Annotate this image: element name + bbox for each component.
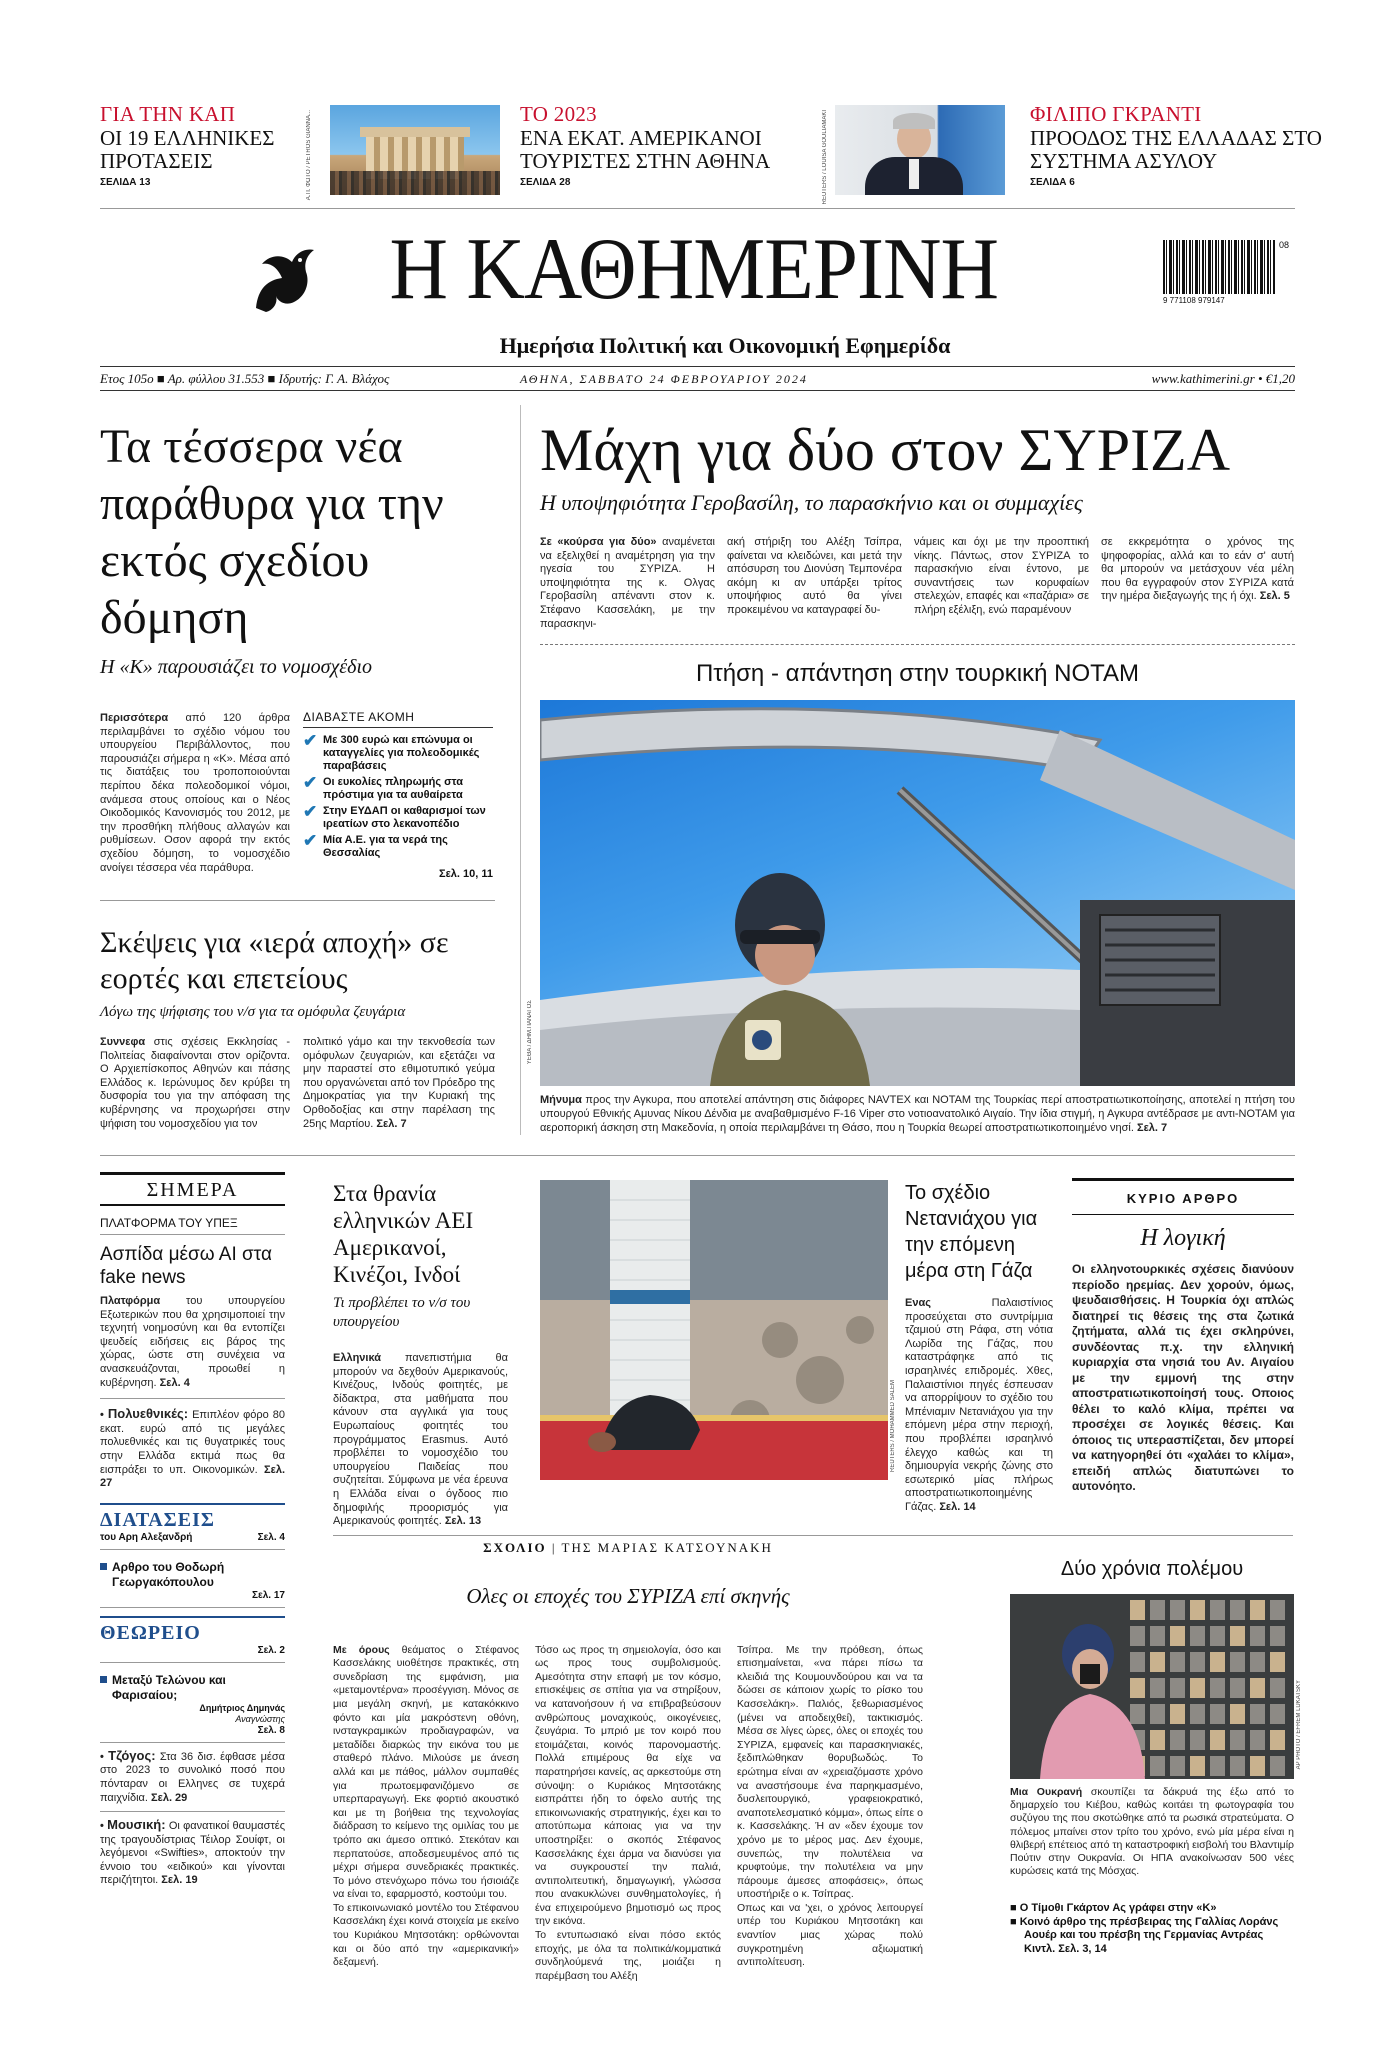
left-story-headline[interactable]: Τα τέσσερα νέα παράθυρα για την εκτός σχεδίου δόμηση bbox=[100, 420, 444, 644]
memorial-portrait bbox=[1210, 1626, 1225, 1646]
memorial-portrait bbox=[1170, 1626, 1185, 1646]
photo-page: Σελ. 7 bbox=[1136, 1122, 1168, 1134]
masthead-info-left: Ετος 105ο ■ Αρ. φύλλου 31.553 ■ Ιδρυτής: Γ. Α. Βλάχος bbox=[100, 371, 390, 386]
memorial-portrait bbox=[1210, 1704, 1225, 1724]
masthead-title: Η ΚΑΘΗΜΕΡΙΝΗ bbox=[389, 221, 999, 318]
diataseis-head[interactable]: ΔΙΑΤΑΣΕΙΣ bbox=[100, 1508, 215, 1531]
today-item-gambling[interactable]: • Τζόγος: Στα 36 δισ. έφθασε μέσα στο 2023 το συνολικό ποσό που πόνταραν οι Ελληνες σε τυχερά παιχνίδια. Σελ. 29 bbox=[100, 1747, 285, 1804]
barcode-number: 9 771108 979147 bbox=[1163, 296, 1225, 305]
article-georgakopoulos[interactable]: Αρθρο του Θοδωρή Γεωργακόπουλου bbox=[100, 1560, 285, 1590]
read-more-box bbox=[303, 710, 493, 880]
memorial-portrait bbox=[1270, 1756, 1285, 1776]
photo-headline[interactable]: Πτήση - απάντηση στην τουρκική NOTAM bbox=[695, 660, 1140, 687]
church-col-2: πολιτικό γάμο και την τεκνοθεσία των ομόφυλων ζευγαριών, και εξετάζει να μην παραστεί στο εθιμοτυπικό γεύμα που οργανώνεται από τον Πρόεδρο της Δημοκρατίας για την Κυριακή της Ορθοδοξίας και στην παρέλαση της 25ης Μαρτίου. Σελ. 7 bbox=[303, 1036, 495, 1130]
memorial-portrait bbox=[1250, 1600, 1265, 1620]
teaser-title: ΕΝΑ ΕΚΑΤ. ΑΜΕΡΙΚΑΝΟΙ ΤΟΥΡΙΣΤΕΣ ΣΤΗΝ ΑΘΗΝΑ bbox=[520, 126, 771, 173]
today-body: Πλατφόρμα του υπουργείου Εξωτερικών που θα χρησιμοποιεί την τεχνητή νοημοσύνη και θα εντοπίζει ψευδείς ειδήσεις εις βάρος της χώρας, ώστε στη συνέχεια να ανασκευάζονται, προωθεί η κυβέρνηση. Σελ. 4 bbox=[100, 1295, 285, 1389]
theoreio-head[interactable]: ΘΕΩΡΕΙΟ bbox=[100, 1621, 201, 1644]
check-icon: ✔ bbox=[303, 802, 318, 821]
section-rule bbox=[100, 1155, 1295, 1156]
memorial-portrait bbox=[1190, 1652, 1205, 1672]
read-more-title: ΔΙΑΒΑΣΤΕ ΑΚΟΜΗ bbox=[303, 710, 493, 728]
article1-page: Σελ. 17 bbox=[100, 1590, 285, 1608]
memorial-portrait bbox=[1230, 1704, 1245, 1724]
war-caption: Μια Ουκρανή σκουπίζει τα δάκρυά της έξω από το δημαρχείο του Κιέβου, καθώς κοιτάει τη φωτογραφία του συζύγου της που σκοτώθηκε από τα ρωσικά στρατεύματα. Ο πόλεμος μπαίνει στον τρίτο του χρόνο, ενώ μία μέρα είναι η θλιβερή επέτειος από τη καταστροφική εισβολή του Βλαντιμίρ Πούτιν στην Ουκρανία. Οι ΗΠΑ ανακοίνωσαν 500 νέες κυρώσεις κατά της Μόσχας. bbox=[1010, 1786, 1295, 1878]
main-col-2: ακή στήριξη του Αλέξη Τσίπρα, φαίνεται να κλειδώνει, και μετά την απόσυρση του Διονύση Τεμπονέρα ακόμη κι αν υπάρξει τρίτος υποψήφιος αυτό θα γίνει προκειμένου να καταγραφεί δυ- bbox=[727, 536, 902, 616]
column-author: ΤΗΣ ΜΑΡΙΑΣ ΚΑΤΣΟΥΝΑΚΗ bbox=[561, 1540, 773, 1555]
square-bullet-icon bbox=[100, 1563, 107, 1570]
memorial-portrait bbox=[1190, 1626, 1205, 1646]
memorial-portrait bbox=[1210, 1678, 1225, 1698]
war-bullets[interactable] bbox=[1010, 1902, 1294, 1956]
memorial-portrait bbox=[1130, 1704, 1145, 1724]
memorial-portrait bbox=[1270, 1730, 1285, 1750]
main-col-4: σε εκκρεμότητα ο χρόνος της ψηφοφορίας, αλλά και το εάν σ' αυτή θα μπορούν να μετάσχουν νέα μέλη που θα εγγραφούν στον ΣΥΡΙΖΑ κατά την ημέρα διεξαγωγής της ή όχι. Σελ. 5 bbox=[1101, 536, 1294, 603]
memorial-portrait bbox=[1190, 1756, 1205, 1776]
article2-role: Αναγνώστης bbox=[235, 1713, 285, 1724]
editorial-head: ΚΥΡΙΟ ΑΡΘΡΟ bbox=[1072, 1191, 1294, 1215]
main-sub: Η υποψηφιότητα Γεροβασίλη, το παρασκήνιο και οι συμμαχίες bbox=[540, 490, 1083, 515]
editorial-box bbox=[1072, 1178, 1294, 1493]
memorial-portrait bbox=[1270, 1704, 1285, 1724]
f16-cockpit-photo bbox=[540, 700, 1295, 1086]
memorial-portrait bbox=[1250, 1730, 1265, 1750]
column-rule bbox=[333, 1535, 1293, 1536]
acropolis-tourists-photo bbox=[330, 105, 500, 195]
memorial-portrait bbox=[1170, 1678, 1185, 1698]
left-story-text: από 120 άρθρα περιλαμβάνει το σχέδιο νόμου του υπουργείου Περιβάλλοντος, που παρουσιάζει σήμερα η «Κ». Μέσα από τις διατάξεις του τροποποιούνται περίπου δέκα πολεοδομικοί νόμοι, ανάμεσα στους οποίους και ο Νέος Οικοδομικός Κανονισμός του 2012, με την προσθήκη πλήθους αλλαγών και ρυθμίσεων. Οσον αφορά την εκτός σχεδίου δόμηση, το νομοσχέδιο ανοίγει τέσσερα νέα παράθυρα. bbox=[100, 712, 290, 874]
main-page: Σελ. 5 bbox=[1259, 590, 1290, 603]
barcode-issue: 08 bbox=[1279, 240, 1290, 250]
war-photo-credit: AP PHOTO / EFREM LUKATSKY bbox=[1296, 1680, 1302, 1770]
memorial-portrait bbox=[1210, 1600, 1225, 1620]
teaser-title: ΠΡΟΟΔΟΣ ΤΗΣ ΕΛΛΑΔΑΣ ΣΤΟ ΣΥΣΤΗΜΑ ΑΣΥΛΟΥ bbox=[1030, 126, 1322, 173]
memorial-portrait bbox=[1170, 1730, 1185, 1750]
memorial-portrait bbox=[1150, 1600, 1165, 1620]
barcode bbox=[1163, 240, 1293, 310]
article2-page: Σελ. 8 bbox=[257, 1724, 285, 1736]
today-item-multinationals[interactable]: • Πολυεθνικές: Επιπλέον φόρο 80 εκατ. ευρώ από τις μεγάλες πολυεθνικές και τις θυγατρικές τους στην Ελλάδα εκτιμά πως θα εισπράξει το υπ. Οικονομικών. Σελ. 27 bbox=[100, 1406, 285, 1490]
memorial-portrait bbox=[1170, 1652, 1185, 1672]
photo-credit: ΥΕΘΑ / ΔΗΜ.ΠΑΝΑΓΟΣ bbox=[527, 1000, 533, 1065]
memorial-portrait bbox=[1130, 1626, 1145, 1646]
war-bullet-1[interactable]: ■ Ο Τίμοθι Γκάρτον Ας γράφει στην «Κ» bbox=[1010, 1902, 1217, 1914]
memorial-portrait bbox=[1210, 1756, 1225, 1776]
column-headline[interactable]: Ολες οι εποχές του ΣΥΡΙΖΑ επί σκηνής bbox=[466, 1584, 790, 1608]
memorial-portrait bbox=[1150, 1730, 1165, 1750]
main-col-1: Σε «κούρσα για δύο» αναμένεται να εξελιχθεί η αναμέτρηση για την ηγεσία του ΣΥΡΙΖΑ. Η υποψηφιότητα της κ. Ολγας Γεροβασίλη απέναντι στον κ. Στέφανο Κασσελάκη, με την παρασκηνι- bbox=[540, 536, 715, 630]
teaser-asylum[interactable] bbox=[1030, 102, 1330, 188]
memorial-portrait bbox=[1150, 1756, 1165, 1776]
memorial-portrait bbox=[1190, 1678, 1205, 1698]
column-divider bbox=[520, 405, 521, 1135]
today-kicker: ΠΛΑΤΦΟΡΜΑ ΤΟΥ ΥΠΕΞ bbox=[100, 1216, 285, 1235]
masthead-rule-bottom bbox=[100, 390, 1295, 391]
left-story-lead: Περισσότερα bbox=[100, 712, 169, 724]
teaser-photo-credit: REUTERS / LOUISA GOULIAMAKI bbox=[822, 110, 828, 205]
memorial-portrait bbox=[1250, 1678, 1265, 1698]
check-icon: ✔ bbox=[303, 731, 318, 750]
editorial-body: Οι ελληνοτουρκικές σχέσεις διανύουν περίοδο ηρεμίας. Δεν χορούν, όμως, ψευδαισθήσεις. Η Τουρκία όχι απλώς διατηρεί τις θέσεις της στα ζωτικά ζητήματα, αλλά τις έχει σκληρύνει, συνδέοντας π.χ. την ελληνική κυριαρχία στα νησιά του Αν. Αιγαίου με την εμμονή της στην αποστρατιωτικοποίησή τους. Οποιος θέλει το καλό κλίμα, πρέπει να προσέχει σε λογικές θέσεις. Και όποιος τις υπερασπίζεται, δεν μπορεί να κατηγορηθεί ότι «χαλάει το κλίμα», επειδή απλώς διατυπώνει το αυτονόητο. bbox=[1072, 1262, 1294, 1493]
memorial-portrait bbox=[1230, 1626, 1245, 1646]
column-col-2: Τόσο ως προς τη σημειολογία, όσο και ως προς τους συμβολισμούς. Αμεσότητα στην επαφή με τον κόσμο, επισκέψεις σε σπίτια για να στηρίξουν, να κατανοήσουν ή να επιβραβεύσουν ανθρώπους μοναχικούς, οικογένειες, ζευγάρια. Το μπριό με τον κοιρό που ετοιμάζεται, κοινός παρονομαστής. Πολλά επιμέρους θα είχε να παρατηρήσει κανείς, ας αρκεστούμε στη σύνοψη: ο Κυριάκος Μητσοτάκης εισπράττει ήδη το όφελο αυτής της επικοινωνιακής στρατηγικής, έχει και το αποτύπωμα κάποιας για να την υποστηρίξει: ο σκοπός Στέφανος Κασσελάκης έχει άρμα να διανύσει για να συγκρουστεί την παλιά, αντιπολιτευτική, δημαγωγική, γλώσσα που ανακυκλώνει συνθηματολογίες, ή ένα επιχειρούμενο βημοτισμό ως προς την εικόνα. Το εντυπωσιακό είναι πόσο εκτός εποχής, με όλα τα πολιτικά/κομματικά συνδηλούμενά της, μοιάζει η παρέμβαση του Αλέξη bbox=[535, 1643, 721, 1982]
teaser-page: ΣΕΛΙΔΑ 28 bbox=[520, 177, 571, 188]
today-title[interactable]: Ασπίδα μέσω ΑΙ στα fake news bbox=[100, 1244, 272, 1288]
memorial-portrait bbox=[1190, 1704, 1205, 1724]
editorial-title[interactable]: Η λογική bbox=[1140, 1225, 1226, 1251]
memorial-portrait bbox=[1130, 1678, 1145, 1698]
war-headline[interactable]: Δύο χρόνια πολέμου bbox=[1060, 1558, 1244, 1580]
memorial-portrait bbox=[1250, 1704, 1265, 1724]
church-lead: Συννεφα bbox=[100, 1036, 146, 1048]
memorial-portrait bbox=[1190, 1600, 1205, 1620]
read-more-item[interactable]: ✔ Με 300 ευρώ και επώνυμα οι καταγγελίες για πολεοδομικές παραβάσεις bbox=[303, 731, 480, 772]
check-icon: ✔ bbox=[303, 773, 318, 792]
memorial-portrait bbox=[1230, 1652, 1245, 1672]
teaser-kicker: ΓΙΑ ΤΗΝ ΚΑΠ bbox=[100, 102, 236, 126]
memorial-portrait bbox=[1230, 1678, 1245, 1698]
grandi-portrait-photo bbox=[835, 105, 1005, 195]
memorial-portrait bbox=[1250, 1756, 1265, 1776]
teaser-page: ΣΕΛΙΔΑ 6 bbox=[1030, 177, 1075, 188]
war-bullet-2[interactable]: ■ Κοινό άρθρο της πρέσβειρας της Γαλλίας Λοράνς Αουέρ και του πρέσβη της Γερμανίας Αντρέας Κιντλ. Σελ. 3, 14 bbox=[1010, 1915, 1279, 1955]
memorial-portrait bbox=[1130, 1600, 1145, 1620]
memorial-portrait bbox=[1190, 1730, 1205, 1750]
teaser-cap[interactable] bbox=[100, 102, 315, 188]
masthead-rule-top bbox=[100, 366, 1295, 367]
check-icon: ✔ bbox=[303, 831, 318, 850]
main-headline[interactable]: Μάχη για δύο στον ΣΥΡΙΖΑ bbox=[540, 417, 1231, 483]
memorial-portrait bbox=[1270, 1626, 1285, 1646]
memorial-portrait bbox=[1230, 1756, 1245, 1776]
teaser-page: ΣΕΛΙΔΑ 13 bbox=[100, 177, 151, 188]
netanyahu-body: Ενας Παλαιστίνιος προσεύχεται στο συντρίμμια τζαμιού στη Ράφα, στη νότια Λωρίδα της Γάζας, που καταστράφηκε από τις ισραηλινές επιδρομές. Χθες, Παλαιστίνιοι πηγές έσπευσαν να απορρίψουν το σχέδιο του Μπένιαμιν Νετανιάχου για την επόμενη μέρα στην περιοχή, που προβλέπει ισραηλινό έλεγχο καθώς και τη δημιουργία νεκρής ζώνης στο εσωτερικό μίας πλήρως αποστρατιωτικοποιημένης Γάζας. Σελ. 14 bbox=[905, 1297, 1053, 1513]
masthead-subtitle: Ημερήσια Πολιτική και Οικονομική Εφημερίδα bbox=[499, 333, 951, 358]
column-label: ΣΧΟΛΙΟ bbox=[483, 1540, 547, 1555]
read-more-item[interactable]: ✔ Στην ΕΥΔΑΠ οι καθαρισμοί των ιρεατίων στο λεκανοπέδιο bbox=[303, 802, 486, 830]
article2-author: Δημήτριος Δημηνάς bbox=[199, 1702, 285, 1713]
masthead-date: ΑΘΗΝΑ, ΣΑΒΒΑΤΟ 24 ΦΕΒΡΟΥΑΡΙΟΥ 2024 bbox=[520, 372, 808, 386]
memorial-portrait bbox=[1130, 1652, 1145, 1672]
memorial-portrait bbox=[1170, 1704, 1185, 1724]
kyiv-memorial-photo bbox=[1010, 1594, 1294, 1779]
memorial-portrait bbox=[1270, 1678, 1285, 1698]
netanyahu-headline[interactable]: Το σχέδιο Νετανιάχου για την επόμενη μέρα στη Γάζα bbox=[905, 1182, 1038, 1282]
church-col-1: Συννεφα στις σχέσεις Εκκλησίας - Πολιτείας διαφαίνονται στον ορίζοντα. Ο Αρχιεπίσκοπος Αθηνών και πάσης Ελλάδος κ. Ιερώνυμος δεν κρύβει τη δυσφορία του για την απόφαση της κυβέρνησης να προχωρήσει στην ψήφιση του νομοσχεδίου για τον bbox=[100, 1036, 290, 1130]
square-bullet-icon bbox=[100, 1676, 107, 1683]
memorial-portrait bbox=[1230, 1730, 1245, 1750]
column-col-3: Τσίπρα. Με την πρόθεση, όπως επισημαίνεται, «να πάρει πίσω τα κλειδιά της Κουμουνδούρου και να τα δώσει σε κάποιον χωρίς το ρίσκο του Κασσελάκη». Παλιός, ξεθωριασμένος (μένει να αποδειχθεί), τακτικισμός. Μέσα σε λίγες ώρες, όλες οι εποχές του ΣΥΡΙΖΑ, εμφανείς και παρασκηνιακές, ξεδιπλώθηκαν θορυβωδώς. Το ερώτημα είναι αν «χρειαζόμαστε χρόνο να αναστήσουμε ένα παρηκμασμένο, δυσλειτουργικό, γραφειοκρατικό, αναποτελεσματικό κόμμα», όπως είπε ο κ. Κασσελάκης. Ή αν «δεν έχουμε τον χρόνο με το μέρος μας. Δεν έχουμε, συνεπώς, την πολυτέλεια να κρυφτούμε, την πολυτέλεια να μην πάρουμε άμεσες αποφάσεις», όπως υποστήριξε ο κ. Τσίπρας. Οπως και να 'χει, ο χρόνος λειτουργεί υπέρ του Κυριάκου Μητσοτάκη και εναντίον μιας χώρας πολύ συγκροτημένη αξιωματική αντιπολίτευση. bbox=[737, 1643, 923, 1969]
today-item-music[interactable]: • Μουσική: Οι φανατικοί θαυμαστές της τραγουδίστριας Τέιλορ Σουίφτ, οι λεγόμενοι «Swifties», αποκτούν την έννοιο του «ειδικού» και γίνονται περιζήτητοι. Σελ. 19 bbox=[100, 1817, 285, 1887]
memorial-portrait bbox=[1170, 1600, 1185, 1620]
teaser-tourists[interactable] bbox=[520, 102, 800, 188]
memorial-portrait bbox=[1150, 1626, 1165, 1646]
column-col-1: Με όρους θεάματος ο Στέφανος Κασσελάκης υιοθέτησε πρακτικές, στη συνεδρίαση της εμφάνιση, μια «μεταμοντέρνα» προσέγγιση. Μόνος σε μια μεγάλη σκηνή, με κατακόκκινο φόντο και μία μακρόστενη οθόνη, ινσταγκραμικών προδιαγραφών, να μεταδίδει διαρκώς την εικόνα του με σταθερό πλάνο. Μιλούσε με άνεση αλλά και με πάθος, μάλλον συμπαθές για πρωτοεμφανιζόμενο σε υπερπαραγωγή. Εκε φορτιό ακουστικό και με τη βοήθεια της τεχνολογίας διάδραση το κείμενο της ομιλίας του με τρόπο ακι άμεσο οπτικό. Στεκόταν και περπατούσε, αποδεσμευμένος από τις μέχρι σήμερα συνεδριακές πρακτικές. Το μόνο στενόχωρο πόνω του ήσιοιάζε να είναι το, εφαρμοστό, κοστούμι του. Το επικοινωνιακό μοντέλο του Στέφανου Κασσελάκη έχει κοινά στοιχεία με εκείνο του Κυριάκου Μητσοτάκη: ορθώνονται και οι δύο από την «αμερικανική» δεξαμενή. bbox=[333, 1643, 520, 1969]
universities-body: Ελληνικά πανεπιστήμια θα μπορούν να δεχθούν Αμερικανούς, Κινέζους, Ινδούς φοιτητές, με δίδακτρα, στα μαθήματα που κάνουν στα αγγλικά για τους Ευρωπαίους φοιτητές του προγράμματος Erasmus. Αυτό προβλέπει το νομοσχέδιο του υπουργείου Παιδείας που συζητείται. Σύμφωνα με νέα έρευνα η Ελλάδα είναι ο όγδοος πιο δημοφιλής προορισμός για Αμερικανούς φοιτητές. Σελ. 13 bbox=[333, 1352, 508, 1528]
today-head: ΣΗΜΕΡΑ bbox=[146, 1179, 239, 1201]
church-sub: Λόγω της ψήφισης του ν/σ για τα ομόφυλα ζευγάρια bbox=[100, 1004, 406, 1020]
theoreio-page: Σελ. 2 bbox=[100, 1645, 285, 1663]
memorial-portrait bbox=[1170, 1756, 1185, 1776]
article-theoreio[interactable]: Μεταξύ Τελώνου και Φαρισαίου; bbox=[100, 1673, 285, 1703]
universities-sub: Τι προβλέπει το ν/σ του υπουργείου bbox=[333, 1295, 471, 1330]
left-story-page: Σελ. 10, 11 bbox=[438, 868, 493, 880]
teaser-title: ΟΙ 19 ΕΛΛΗΝΙΚΕΣ ΠΡΟΤΑΣΕΙΣ bbox=[100, 126, 275, 173]
left-story-sub: Η «Κ» παρουσιάζει το νομοσχέδιο bbox=[100, 656, 373, 678]
main-dash-rule bbox=[540, 644, 1295, 645]
memorial-portrait bbox=[1210, 1730, 1225, 1750]
read-more-item[interactable]: ✔ Μία Α.Ε. για τα νερά της Θεσσαλίας bbox=[303, 831, 448, 859]
photo-caption: Μήνυμα προς την Αγκυρα, που αποτελεί απάντηση στις διάφορες NAVTEX και NOTAM της Τουρκίας περί αποστρατιωτικοποίησης, αποτελεί η πτήση του υπουργού Εθνικής Αμυνας Νίκου Δένδια με αναβαθμισμένο F-16 Viper στο νοτιοανατολικό Αιγαίο. Την ίδια στιγμή, η Αγκυρα αντέδρασε με αντι-NOTAM για αεροπορική άσκηση στη Μακεδονία, η οποία περιλαμβάνει τη Θάσο, που η Τουρκία θεωρεί αποστρατιωτικοποιημένο νησί. Σελ. 7 bbox=[540, 1094, 1295, 1134]
church-page: Σελ. 7 bbox=[376, 1117, 407, 1130]
teaser-kicker: ΤΟ 2023 bbox=[520, 102, 597, 126]
memorial-portrait bbox=[1150, 1678, 1165, 1698]
teaser-photo-credit: Α.Π. ΦΩΤΟ / PETROS GIANNA... bbox=[306, 110, 312, 201]
read-more-item[interactable]: ✔ Οι ευκολίες πληρωμής στα πρόστιμα για τα αυθαίρετα bbox=[303, 773, 464, 801]
main-col-3: νάμεις και όχι με την προοπτική νίκης. Πάντως, στον ΣΥΡΙΖΑ το παρασκήνιο είναι έντονο, με συναντήσεις των κορυφαίων στελεχών, επαφές και «παζάρια» σε πλήρη εξέλιξη, ενώ παραμένουν bbox=[914, 536, 1089, 616]
memorial-portrait bbox=[1250, 1626, 1265, 1646]
universities-headline[interactable]: Στα θρανία ελληνικών ΑΕΙ Αμερικανοί, Κινέζοι, Ινδοί bbox=[333, 1181, 474, 1287]
teaser-rule bbox=[100, 208, 1295, 209]
memorial-portrait bbox=[1270, 1652, 1285, 1672]
gaza-photo-credit: REUTERS / MOHAMMED SALEM bbox=[890, 1380, 896, 1473]
memorial-portrait bbox=[1210, 1652, 1225, 1672]
left-story-rule bbox=[100, 900, 495, 901]
diataseis-author: του Αρη Αλεξανδρή bbox=[100, 1531, 193, 1543]
church-headline[interactable]: Σκέψεις για «ιερά αποχή» σε εορτές και επετείους bbox=[100, 926, 449, 995]
diataseis-page: Σελ. 4 bbox=[257, 1531, 285, 1543]
masthead-info-right: www.kathimerini.gr • €1,20 bbox=[1151, 371, 1295, 386]
today-sidebar bbox=[100, 1172, 285, 1888]
column-byline: ΣΧΟΛΙΟ | ΤΗΣ ΜΑΡΙΑΣ ΚΑΤΣΟΥΝΑΚΗ bbox=[483, 1540, 773, 1555]
teaser-kicker: ΦΙΛΙΠΟ ΓΚΡΑΝΤΙ bbox=[1030, 102, 1202, 126]
memorial-portrait bbox=[1270, 1600, 1285, 1620]
left-story-body bbox=[100, 712, 290, 875]
memorial-portrait bbox=[1250, 1652, 1265, 1672]
memorial-portrait bbox=[1150, 1652, 1165, 1672]
gaza-prayer-photo bbox=[540, 1180, 888, 1480]
memorial-portrait bbox=[1150, 1704, 1165, 1724]
griffin-logo bbox=[248, 238, 318, 318]
memorial-portrait bbox=[1230, 1600, 1245, 1620]
